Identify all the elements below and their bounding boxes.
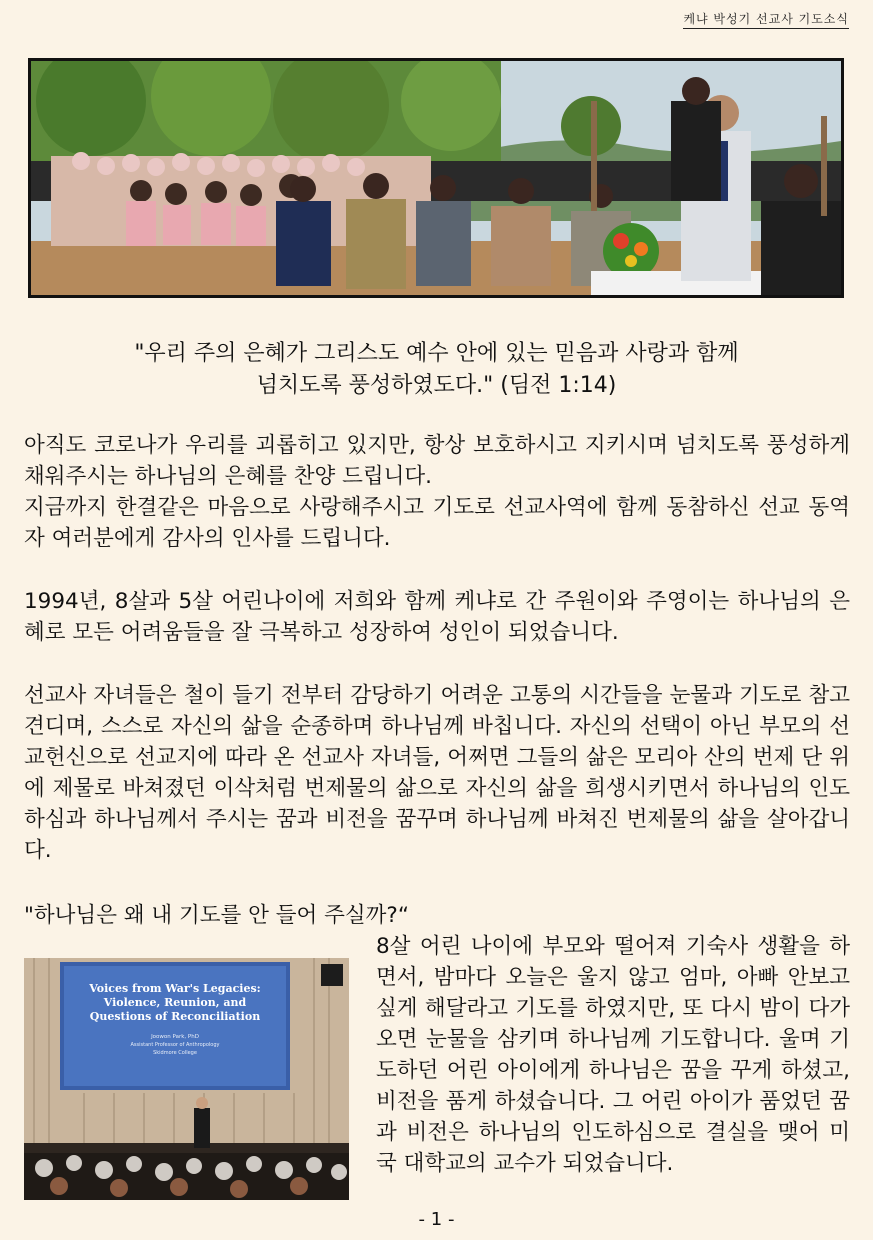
- verse-line-1: "우리 주의 은혜가 그리스도 예수 안에 있는 믿음과 사랑과 함께: [134, 341, 739, 366]
- slide-title-line-3: Questions of Reconciliation: [89, 1010, 261, 1023]
- children-paragraph: 1994년, 8살과 5살 어린나이에 저희와 함께 케냐로 간 주원이와 주영이는 하나님의 은혜로 모든 어려움들을 잘 극복하고 성장하여 성인이 되었습니다.: [24, 589, 850, 645]
- greeting-paragraph: [24, 430, 850, 554]
- verse-line-2: 넘치도록 풍성하였도다." (딤전 1:14): [256, 373, 617, 398]
- scripture-verse: [0, 338, 873, 402]
- slide-title-line-1: Voices from War's Legacies:: [89, 982, 261, 995]
- lecture-photo: [24, 958, 349, 1200]
- slide-school: Skidmore College: [153, 1050, 197, 1056]
- prayer-question-heading: "하나님은 왜 내 기도를 안 들어 주실까?“: [24, 903, 409, 928]
- page-number: - 1 -: [418, 1209, 455, 1230]
- slide-role: Assistant Professor of Anthropology: [130, 1042, 220, 1048]
- slide-speaker: Joowon Park, PhD: [151, 1034, 199, 1040]
- missionary-kids-paragraph: 선교사 자녀들은 철이 들기 전부터 감당하기 어려운 고통의 시간들을 눈물과 기도로 참고 견디며, 스스로 자신의 삶을 순종하며 하나님께 바칩니다. 자신의 선택이 아닌 부모의 선교헌신으로 선교지에 따라 온 선교사 자녀들, 어쩌면 그들의 삶은 모리아 산의 번제 단 위에 제물로 바쳐졌던 이삭처럼 번제물의 삶으로 자신의 삶을 희생시키면서 하나님의 인도하심과 하나님께서 주시는 꿈과 비전을 꿈꾸며 하나님께 바쳐진 번제물의 삶을 살아갑니다.: [24, 683, 850, 863]
- newsletter-header: 케냐 박성기 선교사 기도소식: [683, 10, 849, 29]
- greeting-line-1: 아직도 코로나가 우리를 괴롭히고 있지만, 항상 보호하시고 지키시며 넘치도록 풍성하게 채워주시는 하나님의 은혜를 찬양 드립니다.: [24, 433, 850, 489]
- professor-story-paragraph: 8살 어린 나이에 부모와 떨어져 기숙사 생활을 하면서, 밤마다 오늘은 울지 않고 엄마, 아빠 안보고 싶게 해달라고 기도를 하였지만, 또 다시 밤이 다가오면 눈물을 삼키며 하나님께 기도합니다. 울며 기도하던 어린 아이에게 하나님은 꿈을 꾸게 하셨고, 비전을 품게 하셨습니다. 그 어린 아이가 품었던 꿈과 비전은 하나님의 인도하심으로 결실을 맺어 미국 대학교의 교수가 되었습니다.: [376, 934, 850, 1176]
- gathering-photo: [28, 58, 844, 298]
- slide-title-line-2: Violence, Reunion, and: [103, 996, 247, 1009]
- greeting-line-2: 지금까지 한결같은 마음으로 사랑해주시고 기도로 선교사역에 함께 동참하신 선교 동역자 여러분에게 감사의 인사를 드립니다.: [24, 495, 850, 551]
